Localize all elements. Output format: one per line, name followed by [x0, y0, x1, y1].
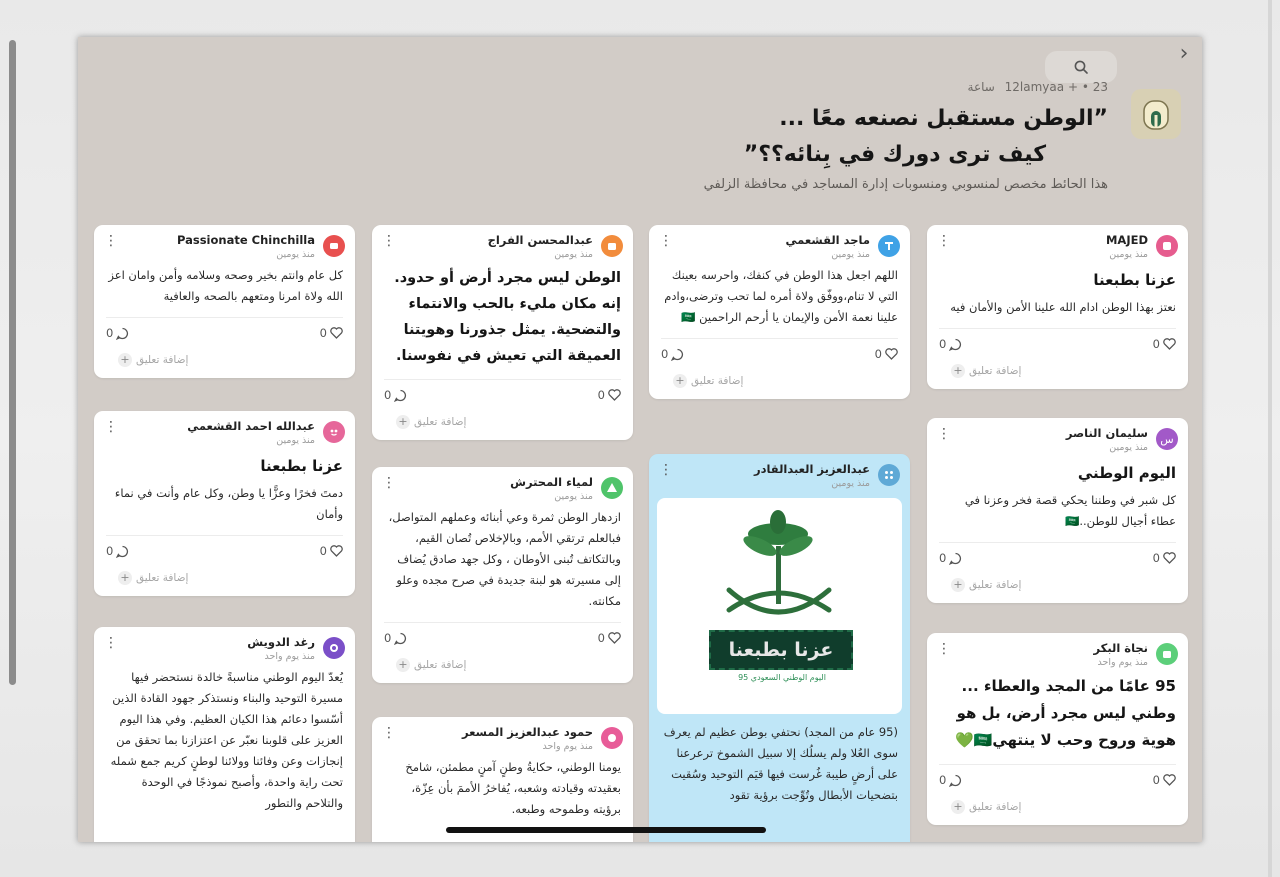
more-options-icon[interactable]: ⋮	[382, 475, 396, 491]
plus-icon: +	[396, 658, 410, 672]
plus-icon: +	[118, 353, 132, 367]
plus-icon: +	[118, 571, 132, 585]
like-count: 0	[1152, 337, 1160, 351]
avatar[interactable]	[601, 477, 623, 499]
more-options-icon[interactable]: ⋮	[104, 419, 118, 435]
post-card[interactable]	[94, 627, 355, 842]
post-card[interactable]	[649, 454, 910, 842]
add-comment-label: إضافة تعليق	[969, 579, 1022, 591]
comment-button[interactable]	[384, 388, 407, 402]
avatar[interactable]	[323, 421, 345, 443]
avatar-icon	[328, 240, 340, 252]
reactions-row	[384, 380, 621, 412]
post-body: كل شبر في وطننا يحكي قصة فخر وعزنا في عطاء أجيال للوطن..🇸🇦	[964, 493, 1176, 528]
post-card[interactable]	[372, 717, 633, 842]
comment-count: 0	[384, 388, 392, 402]
post-time: منذ يومين	[554, 491, 593, 502]
add-comment-label: إضافة تعليق	[969, 365, 1022, 377]
post-body: كل عام وانتم بخير وصحه وسلامه وأمن وامان اعز الله ولاة امرنا ومتعهم بالصحه والعافية	[108, 268, 343, 303]
post-card[interactable]	[94, 411, 355, 596]
post-author[interactable]: Passionate Chinchilla	[176, 233, 315, 247]
comment-count: 0	[384, 631, 392, 645]
reactions-row	[106, 318, 343, 350]
avatar-icon	[883, 469, 895, 481]
post-time: منذ يومين	[831, 478, 870, 489]
search-button[interactable]	[1045, 51, 1117, 83]
avatar-icon	[883, 240, 895, 252]
comment-icon	[949, 774, 962, 787]
reactions-row	[106, 536, 343, 568]
avatar[interactable]	[323, 637, 345, 659]
post-body: (95 عام من المجد) نحتفي بوطن عظيم لم يعرف سوى العُلا ولم يسلُك إلا سبيل الشموخ ترعرعنا على أرضٍ طيبة غُرست فيها قيَم التوحيد وسُقيت بتضحيات الأبطال وتُوِّجت برؤية تقود	[663, 725, 898, 802]
board-time: 23 ساعة	[967, 80, 1108, 94]
post-card[interactable]	[927, 418, 1188, 603]
comment-icon	[394, 632, 407, 645]
plus-icon: +	[951, 578, 965, 592]
more-options-icon[interactable]: ⋮	[104, 635, 118, 651]
reactions-row	[939, 543, 1176, 575]
add-comment-label: إضافة تعليق	[691, 375, 744, 387]
reactions-row	[384, 623, 621, 655]
comment-button[interactable]	[106, 544, 129, 558]
post-author[interactable]: عبدالله احمد القشعمي	[187, 419, 315, 433]
more-options-icon[interactable]: ⋮	[937, 641, 951, 657]
post-headline: عزنا بطبعنا	[260, 457, 343, 475]
post-body: يومنا الوطني، حكايةُ وطنٍ آمنٍ مطمئن، شامخ بعقيدته وقيادته وشعبه، يُفاخرُ الأممَ بأن عِزّة، برؤيته وطموحه وطبعه.	[405, 760, 621, 816]
board-title	[548, 101, 1108, 173]
post-author[interactable]: ماجد القشعمي	[785, 233, 870, 247]
like-count: 0	[319, 544, 327, 558]
like-count: 0	[597, 388, 605, 402]
add-comment-label: إضافة تعليق	[136, 354, 189, 366]
post-author[interactable]: رغد الدويش	[247, 635, 315, 649]
post-body: الوطن ليس مجرد أرض أو حدود. إنه مكان مليء بالحب والانتماء والتضحية. يمثل جذورنا وهويتنا العميقة التي تعيش في نفوسنا.	[394, 270, 621, 364]
title-line-2: كيف ترى دورك في بِنائه؟؟”	[743, 142, 1046, 167]
post-body: 95 عامًا من المجد والعطاء ... وطني ليس مجرد أرض، بل هو هوية وروح وحب لا ينتهي🇸🇦💚	[954, 677, 1176, 749]
board-subtitle: هذا الحائط مخصص لمنسوبي ومنسوبات إدارة المساجد في محافظة الزلفي	[703, 177, 1108, 192]
add-comment-button[interactable]	[939, 361, 1176, 389]
post-image[interactable]	[657, 498, 902, 714]
post-time: منذ يوم واحد	[542, 741, 593, 752]
post-body: دمتَ فخرًا وعزًّا يا وطن، وكل عام وأنت في نماء وأمان	[114, 486, 343, 521]
post-time: منذ يومين	[1109, 249, 1148, 260]
post-card[interactable]	[372, 467, 633, 683]
plus-icon: +	[673, 374, 687, 388]
post-card[interactable]	[649, 225, 910, 399]
meta-separator: + •	[1067, 80, 1093, 94]
reactions-row	[939, 765, 1176, 797]
comment-count: 0	[106, 326, 114, 340]
post-headline: عزنا بطبعنا	[1093, 271, 1176, 289]
add-comment-label: إضافة تعليق	[414, 659, 467, 671]
more-options-icon[interactable]: ⋮	[937, 426, 951, 442]
board-meta	[968, 80, 1108, 94]
plus-icon: +	[951, 364, 965, 378]
add-comment-button[interactable]	[939, 797, 1176, 825]
avatar[interactable]	[601, 727, 623, 749]
comment-icon	[116, 545, 129, 558]
plus-icon: +	[951, 800, 965, 814]
comment-count: 0	[939, 551, 947, 565]
post-time: منذ يوم واحد	[1097, 657, 1148, 668]
comment-icon	[116, 327, 129, 340]
post-time: منذ يومين	[276, 435, 315, 446]
post-time: منذ يومين	[1109, 442, 1148, 453]
comment-icon	[949, 552, 962, 565]
search-icon	[1073, 59, 1089, 75]
like-count: 0	[1152, 773, 1160, 787]
emblem-subtitle: اليوم الوطني السعودي 95	[738, 673, 826, 682]
avatar-icon	[1161, 240, 1173, 252]
add-comment-label: إضافة تعليق	[414, 416, 467, 428]
window-edge	[1268, 0, 1272, 877]
mosque-icon	[1141, 97, 1171, 131]
avatar[interactable]	[878, 464, 900, 486]
heart-icon	[330, 327, 343, 339]
post-author[interactable]: عبدالمحسن الفراج	[487, 233, 593, 247]
comment-button[interactable]	[384, 631, 407, 645]
like-count: 0	[319, 326, 327, 340]
comment-button[interactable]	[939, 337, 962, 351]
post-author[interactable]: لمياء المحترش	[510, 475, 593, 489]
post-card[interactable]	[94, 225, 355, 378]
avatar-icon	[606, 482, 618, 494]
like-button[interactable]	[1153, 337, 1176, 351]
heart-icon	[885, 348, 898, 360]
heart-icon	[1163, 338, 1176, 350]
heart-icon	[608, 632, 621, 644]
comment-button[interactable]	[106, 326, 129, 340]
home-indicator[interactable]	[446, 827, 766, 833]
heart-icon	[330, 545, 343, 557]
heart-icon	[608, 389, 621, 401]
comment-button[interactable]	[939, 551, 962, 565]
avatar-icon	[606, 240, 618, 252]
title-line-1: ”الوطن مستقبل نصنعه معًا ...	[779, 106, 1108, 131]
post-time: منذ يومين	[276, 249, 315, 260]
page-scrollbar[interactable]	[9, 40, 16, 685]
palm-and-swords-emblem	[657, 506, 902, 636]
avatar[interactable]	[878, 235, 900, 257]
more-options-icon[interactable]: ⋮	[659, 233, 673, 249]
post-author[interactable]: عبدالعزيز العبدالقادر	[753, 462, 870, 476]
emblem-banner: عزنا بطبعنا	[709, 630, 853, 670]
add-comment-label: إضافة تعليق	[969, 801, 1022, 813]
post-body: يُعدّ اليوم الوطني مناسبةً خالدة نستحضر فيها مسيرة التوحيد والبناء ونستذكر جهود القادة الذين أسّسوا دعائم هذا الكيان العظيم. وفي هذا اليوم العزيز على قلوبنا نعبّر عن اعتزازنا بما تحقق من إنجازات وعن وفائنا وولائنا لوطنٍ كريم جمع شمله تحت راية واحدة، وأصبح نموذجًا في الوحدة والتلاحم والتطور	[110, 670, 343, 810]
post-time: منذ يومين	[554, 249, 593, 260]
heart-icon	[1163, 552, 1176, 564]
plus-icon: +	[396, 415, 410, 429]
like-button[interactable]	[875, 347, 898, 361]
more-options-icon[interactable]: ⋮	[659, 462, 673, 478]
comment-count: 0	[939, 773, 947, 787]
like-button[interactable]	[1153, 773, 1176, 787]
post-card[interactable]	[927, 225, 1188, 389]
comment-count: 0	[939, 337, 947, 351]
comment-button[interactable]	[939, 773, 962, 787]
avatar[interactable]	[601, 235, 623, 257]
add-comment-button[interactable]	[661, 371, 898, 399]
more-options-icon[interactable]: ⋮	[382, 233, 396, 249]
comment-count: 0	[106, 544, 114, 558]
like-count: 0	[597, 631, 605, 645]
post-body: نعتز بهذا الوطن ادام الله علينا الأمن والأمان فيه	[950, 300, 1176, 314]
avatar[interactable]: س	[1156, 428, 1178, 450]
add-comment-label: إضافة تعليق	[136, 572, 189, 584]
avatar-icon	[328, 426, 340, 438]
reactions-row	[661, 339, 898, 371]
post-time: منذ يوم واحد	[264, 651, 315, 662]
more-options-icon[interactable]: ⋮	[937, 233, 951, 249]
like-button[interactable]	[320, 326, 343, 340]
comment-button[interactable]	[661, 347, 684, 361]
avatar-icon	[328, 642, 340, 654]
like-button[interactable]	[598, 388, 621, 402]
comment-icon	[671, 348, 684, 361]
avatar[interactable]	[323, 235, 345, 257]
post-body: اللهم اجعل هذا الوطن في كنفك، واحرسه بعينك التي لا تنام،ووفّق ولاة أمره لما تحب وترضى،وادم علينا نعمة الأمن والإيمان يا أرحم الراحمين 🇸🇦	[664, 268, 898, 324]
chevron-right-icon[interactable]: ›	[1179, 41, 1189, 66]
more-options-icon[interactable]: ⋮	[382, 725, 396, 741]
add-comment-button[interactable]	[384, 412, 621, 440]
comment-icon	[394, 389, 407, 402]
like-button[interactable]	[1153, 551, 1176, 565]
padlet-board	[78, 37, 1202, 842]
avatar-icon	[606, 732, 618, 744]
post-time: منذ يومين	[831, 249, 870, 260]
post-card[interactable]	[927, 633, 1188, 825]
heart-icon	[1163, 774, 1176, 786]
more-options-icon[interactable]: ⋮	[104, 233, 118, 249]
avatar[interactable]	[1156, 235, 1178, 257]
posts-grid	[94, 225, 1188, 842]
post-card[interactable]	[372, 225, 633, 440]
post-author[interactable]: حمود عبدالعزيز المسعر	[461, 725, 593, 739]
add-comment-button[interactable]	[106, 350, 343, 378]
add-comment-button[interactable]	[106, 568, 343, 596]
add-comment-button[interactable]	[384, 655, 621, 683]
comment-count: 0	[661, 347, 669, 361]
board-logo	[1131, 89, 1181, 139]
like-count: 0	[1152, 551, 1160, 565]
like-count: 0	[874, 347, 882, 361]
comment-icon	[949, 338, 962, 351]
post-author[interactable]: نجاة البكر	[1093, 641, 1148, 655]
post-author[interactable]: سليمان الناصر	[1065, 426, 1148, 440]
like-button[interactable]	[598, 631, 621, 645]
post-headline: اليوم الوطني	[1077, 464, 1176, 482]
post-author[interactable]: MAJED	[1105, 233, 1148, 247]
like-button[interactable]	[320, 544, 343, 558]
post-body: ازدهار الوطن ثمرة وعي أبنائه وعملهم المتواصل، فبالعلم ترتقي الأمم، وبالإخلاص تُصان القيم، وبالتكاتف تُبنى الأوطان ، وكل جهد صادق يُضاف إلى مسيرته هو لبنة جديدة في صرح مجده وعلو مكانته.	[388, 510, 621, 608]
board-author[interactable]: 12lamyaa	[1004, 80, 1065, 94]
reactions-row	[939, 329, 1176, 361]
avatar[interactable]	[1156, 643, 1178, 665]
add-comment-button[interactable]	[939, 575, 1176, 603]
avatar-icon	[1161, 648, 1173, 660]
